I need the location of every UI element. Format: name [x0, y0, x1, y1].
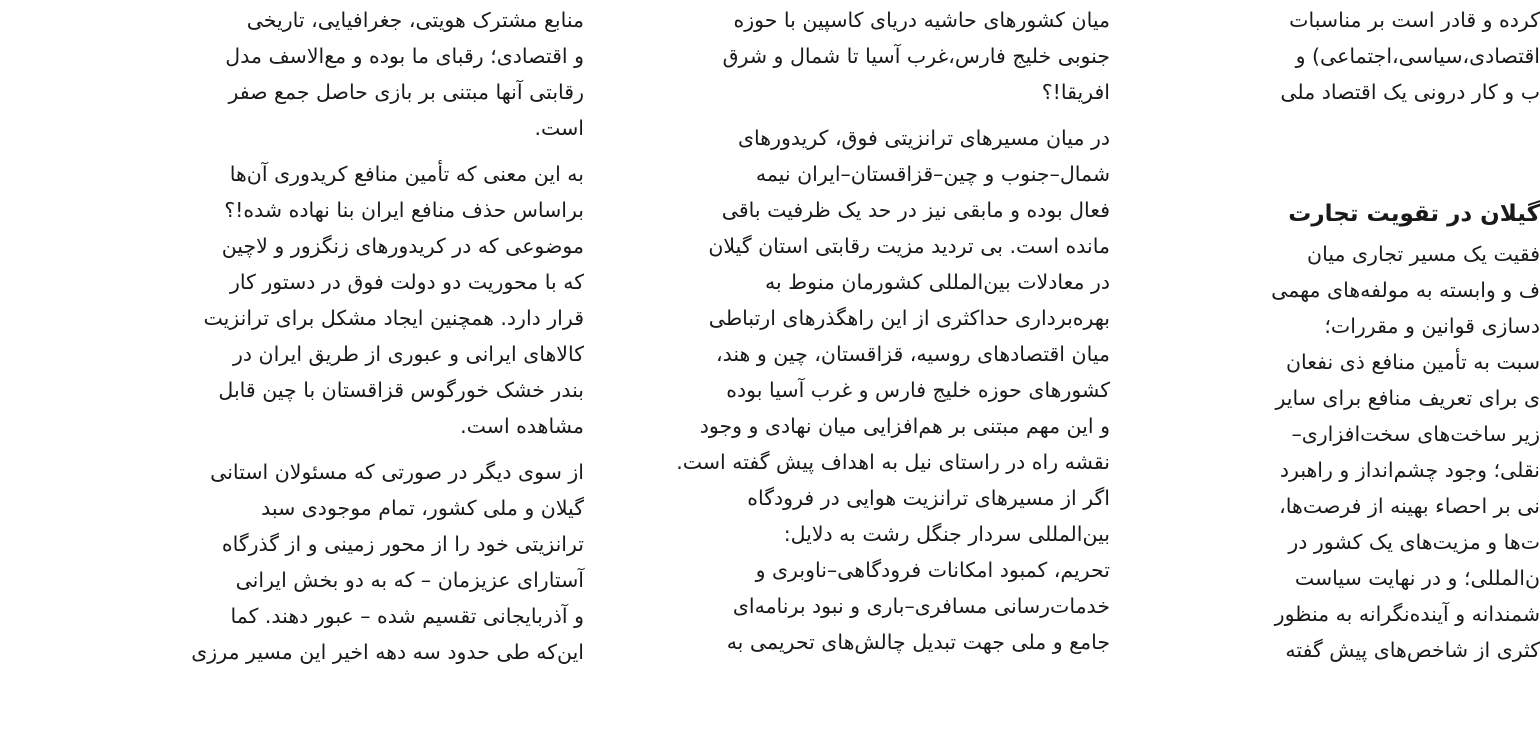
text-line: ترانزیتی خود را از محور زمینی و از گذرگاه	[221, 532, 584, 556]
text-line: موضوعی که در کریدورهای زنگزور و لاچین	[221, 234, 584, 258]
text-line: مشاهده است.	[460, 414, 584, 438]
text-line: در معادلات بین‌المللی کشورمان منوط به	[764, 270, 1110, 294]
article-column-middle	[636, 0, 1110, 660]
text-line: جنوبی خلیج فارس،غرب آسیا تا شمال و شرق	[722, 44, 1110, 68]
text-line: سبت به تأمین منافع ذی نفعان	[1285, 350, 1540, 374]
text-line: فقیت یک مسیر تجاری میان	[1307, 242, 1540, 266]
text-line: بهره‌برداری حداکثری از این راهگذرهای ارتباطی	[708, 306, 1110, 330]
text-line: کشورهای حوزه خلیج فارس و غرب آسیا بوده	[726, 378, 1110, 402]
text-line: و اقتصادی؛ رقبای ما بوده و مع‌الاسف مدل	[225, 44, 584, 68]
text-line: قرار دارد. همچنین ایجاد مشکل برای ترانزیت	[203, 306, 584, 330]
text-line: جامع و ملی جهت تبدیل چالش‌های تحریمی به	[726, 630, 1110, 654]
text-line: فعال بوده و مابقی نیز در حد یک ظرفیت باقی	[721, 198, 1110, 222]
text-line: شمندانه و آینده‌نگرانه به منظور	[1274, 602, 1540, 626]
text-line: ب و کار درونی یک اقتصاد ملی	[1280, 80, 1540, 104]
text-line: اگر از مسیرهای ترانزیت هوایی در فرودگاه	[747, 486, 1110, 510]
text-line: کرده و قادر است بر مناسبات	[1289, 8, 1540, 32]
text-line: در میان مسیرهای ترانزیتی فوق، کریدورهای	[737, 126, 1110, 150]
text-line: کثری از شاخص‌های پیش گفته	[1285, 638, 1540, 662]
text-line: میان کشورهای حاشیه دریای کاسپین با حوزه	[733, 8, 1110, 32]
text-line: ی برای تعریف منافع برای سایر	[1275, 386, 1540, 410]
article-column-right	[1180, 0, 1540, 668]
text-line: میان اقتصادهای روسیه، قزاقستان، چین و هند،	[715, 342, 1110, 366]
section-heading: گیلان در تقویت تجارت	[1288, 201, 1540, 227]
text-line: بندر خشک خورگوس قزاقستان با چین قابل	[218, 378, 584, 402]
article-column-left	[84, 0, 584, 670]
text-line: از سوی دیگر در صورتی که مسئولان استانی	[210, 460, 584, 484]
text-line: نقلی؛ وجود چشم‌انداز و راهبرد	[1279, 458, 1540, 482]
text-line: ن‌المللی؛ و در نهایت سیاست	[1294, 566, 1540, 590]
text-line: گیلان و ملی کشور، تمام موجودی سبد	[261, 496, 584, 520]
text-line: ت‌ها و مزیت‌های یک کشور در	[1288, 530, 1540, 554]
text-line: افریقا!؟	[1041, 80, 1110, 104]
text-line: و آذربایجانی تقسیم شده – عبور دهند. کما	[230, 604, 584, 628]
text-line: نی بر احصاء بهینه از فرصت‌ها،	[1279, 494, 1540, 518]
text-line: خدمات‌رسانی مسافری–باری و نبود برنامه‌ای	[732, 594, 1110, 618]
text-line: و این مهم مبتنی بر هم‌افزایی میان نهادی و وجود	[699, 414, 1110, 438]
text-line: تحریم، کمبود امکانات فرودگاهی–ناوبری و	[755, 558, 1110, 582]
text-line: منابع مشترک هویتی، جغرافیایی، تاریخی	[246, 8, 584, 32]
text-line: ف و وابسته به مولفه‌های مهمی	[1271, 278, 1540, 302]
text-line: مانده است. بی تردید مزیت رقابتی استان گیلان	[708, 234, 1110, 258]
text-line: بین‌المللی سردار جنگل رشت به دلایل:	[783, 522, 1110, 546]
text-line: آستارای عزیزمان – که به دو بخش ایرانی	[235, 568, 584, 592]
text-line: رقابتی آنها مبتنی بر بازی حاصل جمع صفر	[228, 80, 584, 104]
text-line: براساس حذف منافع ایران بنا نهاده شده!؟	[224, 198, 584, 222]
text-line: شمال–جنوب و چین–قزاقستان–ایران نیمه	[755, 162, 1110, 186]
text-line: این‌که طی حدود سه دهه اخیر این مسیر مرزی	[191, 640, 584, 664]
text-line: به این معنی که تأمین منافع کریدوری آن‌ها	[229, 162, 584, 186]
text-line: نقشه راه در راستای نیل به اهداف پیش گفته است.	[676, 450, 1110, 474]
text-line: دسازی قوانین و مقررات؛	[1324, 314, 1540, 338]
text-line: کالاهای ایرانی و عبوری از طریق ایران در	[233, 342, 584, 366]
text-line: زیر ساخت‌های سخت‌افزاری–	[1291, 422, 1540, 446]
text-line: اقتصادی،سیاسی،اجتماعی) و	[1295, 44, 1540, 68]
text-line: است.	[534, 116, 584, 140]
text-line: که با محوریت دو دولت فوق در دستور کار	[229, 270, 584, 294]
